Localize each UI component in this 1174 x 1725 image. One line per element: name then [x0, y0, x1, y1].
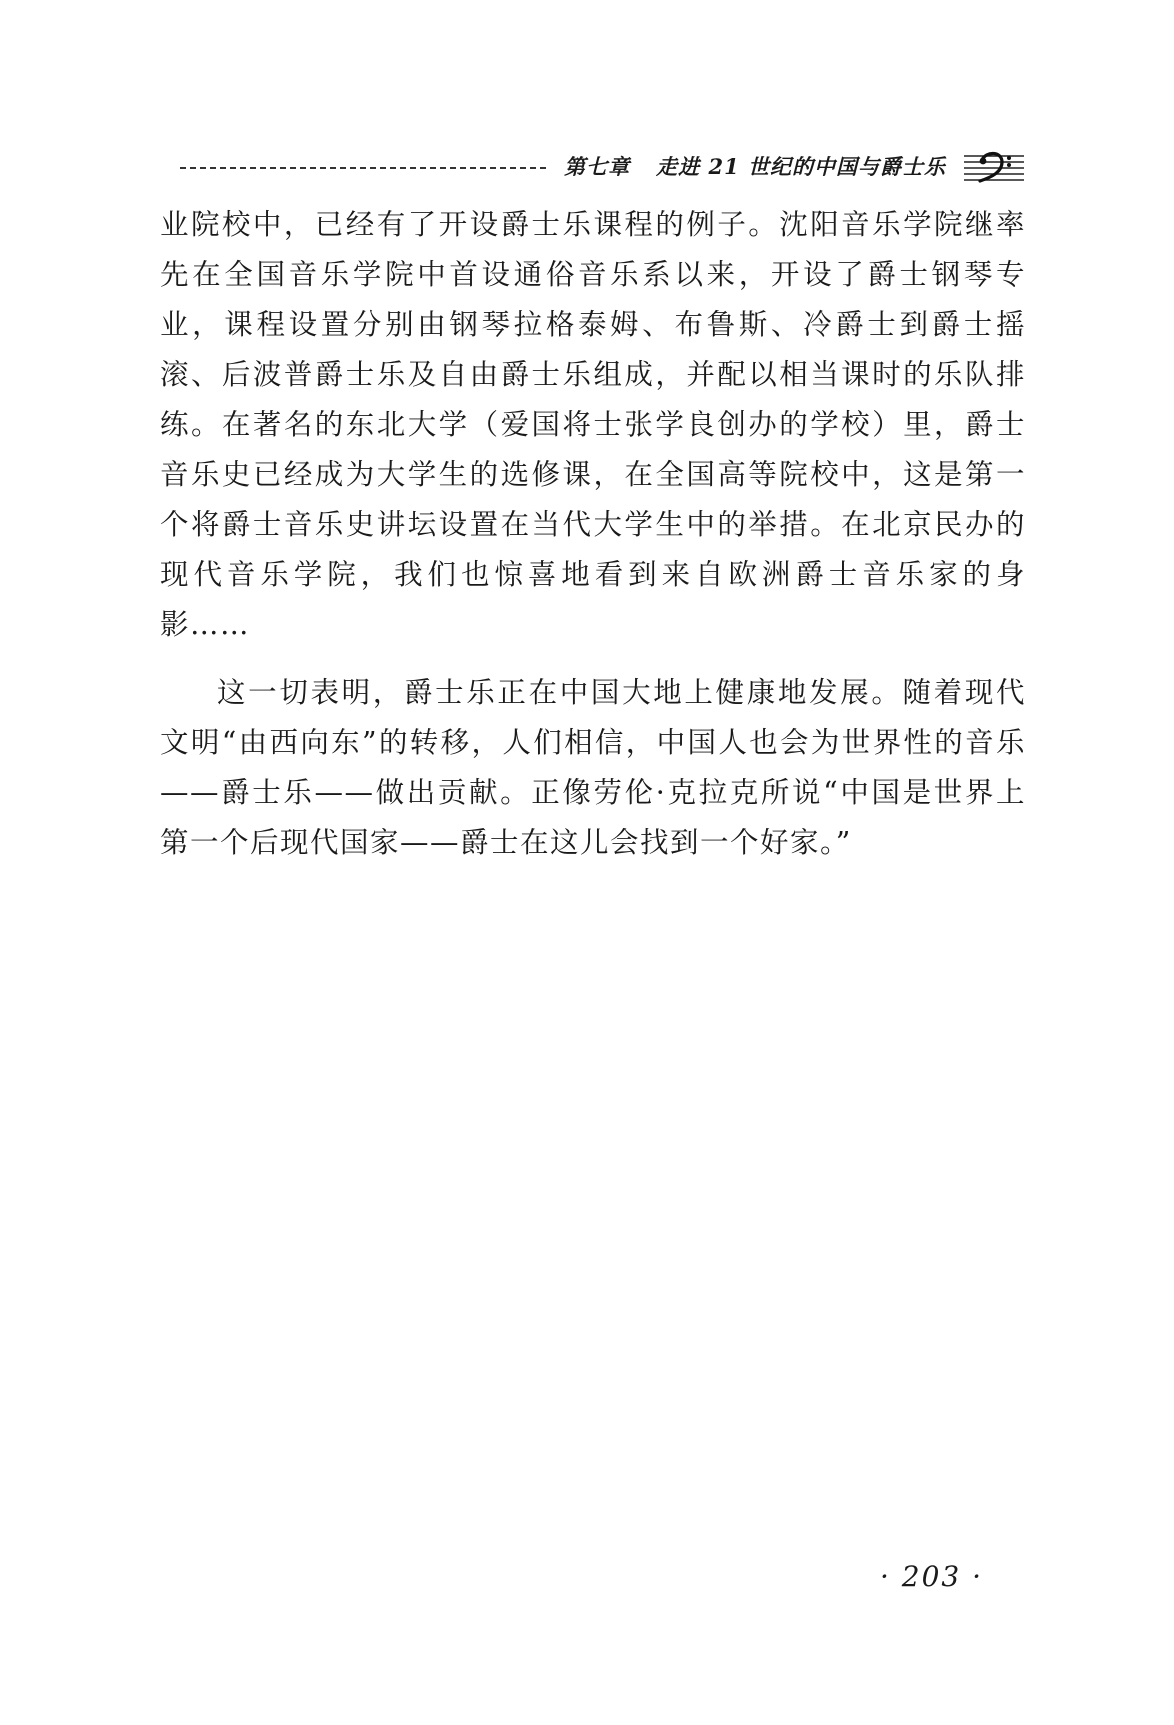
bass-clef-icon — [962, 148, 1026, 184]
page-number: · 203 · — [880, 1560, 984, 1593]
running-header — [180, 146, 1026, 186]
chapter-title: 走进 21 世纪的中国与爵士乐 — [656, 154, 946, 179]
header-text — [564, 151, 946, 181]
body-text — [160, 200, 1026, 868]
paragraph: 业院校中，已经有了开设爵士乐课程的例子。沈阳音乐学院继率先在全国音乐学院中首设通俗音乐系以来，开设了爵士钢琴专业，课程设置分别由钢琴拉格泰姆、布鲁斯、冷爵士到爵士摇滚、后波普爵士乐及自由爵士乐组成，并配以相当课时的乐队排练。在著名的东北大学（爱国将士张学良创办的学校）里，爵士音乐史已经成为大学生的选修课，在全国高等院校中，这是第一个将爵士音乐史讲坛设置在当代大学生中的举措。在北京民办的现代音乐学院，我们也惊喜地看到来自欧洲爵士音乐家的身影…… — [160, 208, 1026, 641]
chapter-label: 第七章 — [564, 154, 631, 179]
paragraph: 这一切表明，爵士乐正在中国大地上健康地发展。随着现代文明“由西向东”的转移，人们相信，中国人也会为世界性的音乐——爵士乐——做出贡献。正像劳伦·克拉克所说“中国是世界上第一个后现代国家——爵士在这儿会找到一个好家。” — [160, 676, 1026, 859]
header-rule — [180, 167, 546, 169]
